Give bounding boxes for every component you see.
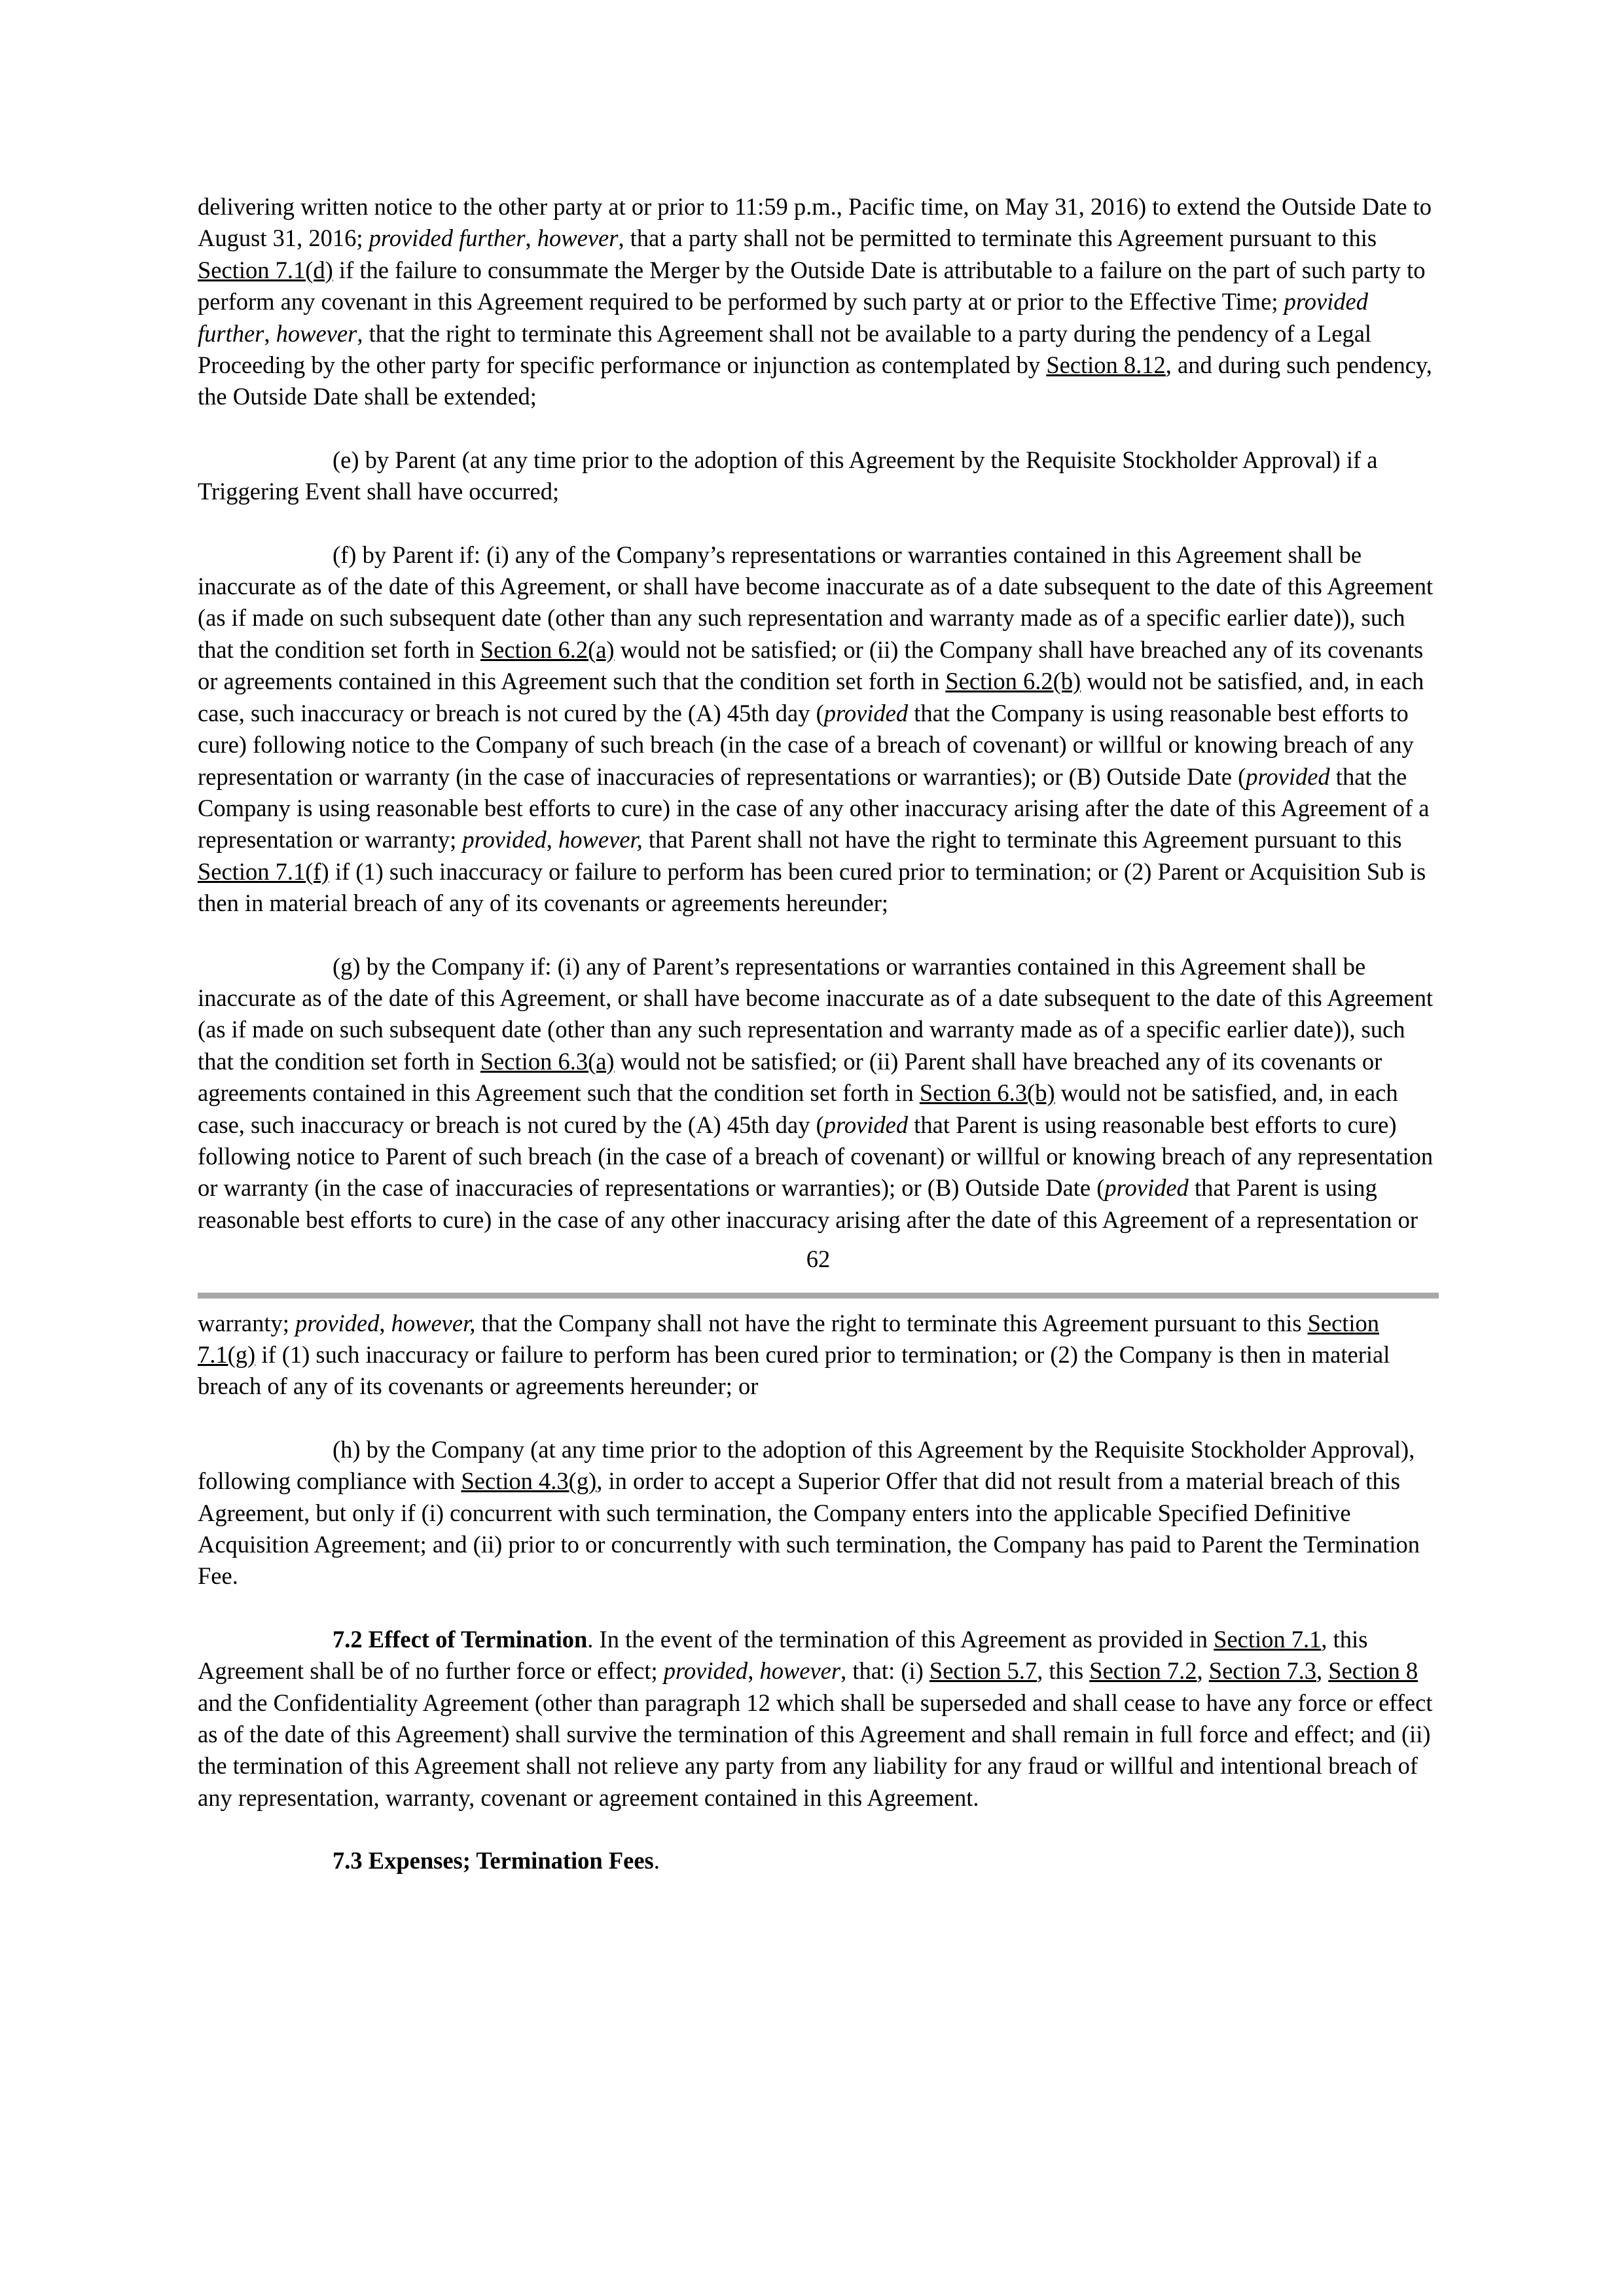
- italic-term: however: [537, 224, 619, 252]
- section-7-2-effect-of-termination: [198, 1624, 1439, 1814]
- text-run: that Parent is using reasonable best efforts to cure) in the case of any other inaccuracy arising after the date of this Agreement of a representation or: [198, 1174, 1418, 1233]
- text-run: , in order to accept a Superior Offer that did not result from a material breach of this Agreement, but only if (i) concurrent with such termination, the Company enters into the applicable Specified Definitive Acquisition Agreement; and (ii) prior to or concurrently with such termination, the Company has paid to Parent the Termination Fee.: [198, 1467, 1420, 1590]
- text-run: , this Agreement shall be of no further force or effect;: [198, 1625, 1368, 1685]
- italic-term: provided further: [198, 288, 1368, 347]
- text-run: (f) by Parent if: (i) any of the Company’s representations or warranties contained in this Agreement shall be inaccurate as of the date of this Agreement, or shall have become inaccurate as of a date subsequent to the date of this Agreement (as if made on such subsequent date (other than any such representation and warranty made as of a specific earlier date)), such that the condition set forth in: [198, 541, 1434, 663]
- text-run: , that a party shall not be permitted to terminate this Agreement pursuant to this: [618, 224, 1377, 252]
- italic-term: however: [276, 319, 357, 347]
- text-run: would not be satisfied, and, in each case, such inaccuracy or breach is not cured by the (A) 45th day (: [198, 1079, 1398, 1138]
- page-break-divider: [198, 1293, 1439, 1299]
- italic-term: provided: [1104, 1174, 1189, 1202]
- text-run: delivering written notice to the other party at or prior to 11:59 p.m., Pacific time, on May 31, 2016) to extend the Outside Date to August 31, 2016;: [198, 193, 1432, 252]
- italic-term: however,: [391, 1309, 476, 1336]
- text-run: if (1) such inaccuracy or failure to perform has been cured prior to termination; or (2) the Company is then in material breach of any of its covenants or agreements hereunder; or: [198, 1341, 1390, 1400]
- section-reference-5-7[interactable]: Section 5.7: [929, 1657, 1038, 1685]
- text-run: (g) by the Company if: (i) any of Parent’s representations or warranties contained in this Agreement shall be inaccurate as of the date of this Agreement, or shall have become inaccurate as of a date subsequent to the date of this Agreement (as if made on such subsequent date (other than any such representation and warranty made as of a specific earlier date)), such that the condition set forth in: [198, 952, 1434, 1075]
- text-run: .: [653, 1847, 660, 1874]
- text-run: that the Company is using reasonable best efforts to cure) in the case of any other inaccuracy arising after the date of this Agreement of a representation or warranty;: [198, 762, 1430, 853]
- section-reference-8[interactable]: Section 8: [1328, 1657, 1418, 1685]
- text-run: , that: (i): [840, 1657, 929, 1685]
- text-run: , this: [1037, 1657, 1090, 1685]
- section-7-3-expenses: [198, 1845, 1439, 1876]
- italic-term: provided further: [369, 224, 526, 252]
- text-run: that the Company shall not have the right to terminate this Agreement pursuant to this: [475, 1309, 1308, 1336]
- text-run: that Parent is using reasonable best efforts to cure) following notice to Parent of such breach (in the case of a breach of covenant) or willful or knowing breach of any representation or warranty (in the case of inaccuracies of representations or warranties); or (B) Outside Date (: [198, 1111, 1434, 1202]
- paragraph-7-1-f: [198, 539, 1439, 920]
- paragraph-7-1-d-continuation: [198, 191, 1439, 413]
- text-run: and the Confidentiality Agreement (other than paragraph 12 which shall be superseded and shall cease to have any force or effect as of the date of this Agreement) shall survive the termination of this Agreement and shall remain in full force and effect; and (ii) the termination of this Agreement shall not relieve any party from any liability for any fraud or willful and intentional breach of any representation, warranty, covenant or agreement contained in this Agreement.: [198, 1689, 1433, 1811]
- section-reference-6-2-a[interactable]: Section 6.2(a): [480, 636, 615, 663]
- text-run: , and during such pendency, the Outside Date shall be extended;: [198, 351, 1432, 410]
- text-run: (h) by the Company (at any time prior to the adoption of this Agreement by the Requisite Stockholder Approval), following compliance with: [198, 1435, 1415, 1495]
- text-run: would not be satisfied, and, in each case, such inaccuracy or breach is not cured by the (A) 45th day (: [198, 668, 1424, 726]
- italic-term: provided: [823, 1111, 909, 1138]
- paragraph-7-1-e: [198, 444, 1439, 508]
- text-run: ,: [1316, 1657, 1329, 1685]
- italic-term: provided: [462, 826, 547, 853]
- page-content: [198, 191, 1439, 1909]
- italic-term: however: [759, 1657, 841, 1685]
- text-run: (e) by Parent (at any time prior to the adoption of this Agreement by the Requisite Stockholder Approval) if a Triggering Event shall have occurred;: [198, 446, 1378, 505]
- paragraph-7-1-g: [198, 951, 1439, 1236]
- section-reference-7-3[interactable]: Section 7.3: [1208, 1657, 1316, 1685]
- section-reference-7-1-f[interactable]: Section 7.1(f): [198, 857, 329, 885]
- paragraph-7-1-g-continuation: [198, 1308, 1439, 1403]
- text-run: ,: [525, 224, 537, 252]
- section-reference-7-1-d[interactable]: Section 7.1(d): [198, 256, 333, 283]
- section-reference-7-1-g[interactable]: Section 7.1(g): [198, 1309, 1380, 1368]
- text-run: ,: [1197, 1657, 1209, 1685]
- italic-term: however,: [558, 826, 643, 853]
- section-reference-8-12[interactable]: Section 8.12: [1046, 351, 1166, 379]
- section-heading: 7.3 Expenses; Termination Fees: [333, 1847, 654, 1874]
- text-run: . In the event of the termination of this Agreement as provided in: [587, 1625, 1214, 1653]
- page-number: 62: [806, 1246, 831, 1273]
- section-reference-7-1[interactable]: Section 7.1: [1214, 1625, 1322, 1653]
- section-reference-6-2-b[interactable]: Section 6.2(b): [945, 668, 1081, 695]
- text-run: , that the right to terminate this Agreement shall not be available to a party during the pendency of a Legal Proceeding by the other party for specific performance or injunction as contemplated by: [198, 319, 1372, 379]
- text-run: that the Company is using reasonable best efforts to cure) following notice to the Company of such breach (in the case of a breach of covenant) or willful or knowing breach of any representation or warranty (in the case of inaccuracies of representations or warranties); or (B) Outside Date (: [198, 699, 1414, 790]
- text-run: warranty;: [198, 1309, 295, 1336]
- italic-term: provided: [663, 1657, 748, 1685]
- section-reference-6-3-a[interactable]: Section 6.3(a): [480, 1047, 615, 1075]
- text-run: ,: [379, 1309, 391, 1336]
- text-run: if the failure to consummate the Merger by the Outside Date is attributable to a failure on the part of such party to perform any covenant in this Agreement required to be performed by such party at or prior to the Effective Time;: [198, 256, 1426, 315]
- italic-term: provided: [823, 699, 909, 726]
- paragraph-7-1-h: [198, 1434, 1439, 1592]
- text-run: ,: [748, 1657, 760, 1685]
- text-run: would not be satisfied; or (ii) the Company shall have breached any of its covenants or agreements contained in this Agreement such that the condition set forth in: [198, 636, 1424, 695]
- text-run: would not be satisfied; or (ii) Parent shall have breached any of its covenants or agreements contained in this Agreement such that the condition set forth in: [198, 1047, 1382, 1107]
- text-run: that Parent shall not have the right to terminate this Agreement pursuant to this: [642, 826, 1402, 853]
- text-run: ,: [546, 826, 559, 853]
- section-reference-6-3-b[interactable]: Section 6.3(b): [919, 1079, 1055, 1107]
- section-reference-4-3-g[interactable]: Section 4.3(g): [461, 1467, 597, 1495]
- italic-term: provided: [295, 1309, 380, 1336]
- italic-term: provided: [1246, 762, 1330, 790]
- text-run: ,: [264, 319, 276, 347]
- section-heading: 7.2 Effect of Termination: [333, 1625, 588, 1653]
- section-reference-7-2[interactable]: Section 7.2: [1089, 1657, 1197, 1685]
- text-run: if (1) such inaccuracy or failure to perform has been cured prior to termination; or (2) Parent or Acquisition Sub is then in material breach of any of its covenants or agreements hereunder;: [198, 857, 1426, 917]
